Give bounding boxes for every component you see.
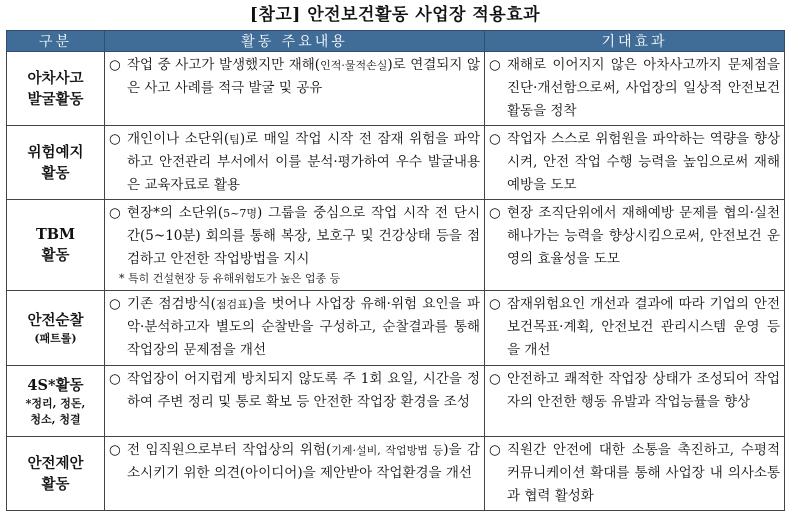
effect-text: 재해로 이어지지 않은 아차사고까지 문제점을 진단·개선함으로써, 사업장의 일상적 안전보건활동을 정착: [507, 57, 780, 119]
activity-text-main: 개인이나 소단위(: [127, 131, 230, 147]
header-activity: 활동 주요내용: [105, 31, 485, 52]
activity-text: [127, 128, 480, 197]
activity-text-main: 현장*의 소단위(: [127, 205, 224, 221]
activity-text-rest: )로 연결되지 않은 사고 사례를 적극 발굴 및 공유: [127, 57, 480, 96]
row-effect: [485, 126, 785, 200]
table-row: [7, 437, 785, 511]
activity-text: [127, 202, 480, 271]
category-label: 안전제안 활동: [27, 454, 84, 493]
header-category: 구분: [7, 31, 105, 52]
activity-text-small: 팀: [229, 133, 240, 146]
effect-text: 잠재위험요인 개선과 결과에 따라 기업의 안전보건목표·계획, 안전보건 관리시스템 운영 등을 개선: [507, 296, 780, 358]
activity-text-rest: )을 감소시키기 위한 의견(아이디어)을 제안받아 작업환경을 개선: [127, 442, 481, 481]
category-label: 4S*활동: [27, 376, 84, 394]
circle-bullet-icon: ○: [489, 296, 501, 312]
circle-bullet-icon: ○: [489, 205, 501, 221]
circle-bullet-icon: ○: [109, 57, 121, 73]
row-effect: [485, 291, 785, 366]
table-row: [7, 366, 785, 437]
circle-bullet-icon: ○: [109, 442, 121, 458]
row-category: [7, 200, 105, 291]
circle-bullet-icon: ○: [489, 131, 501, 147]
circle-bullet-icon: ○: [489, 442, 501, 458]
row-activity: [105, 126, 485, 200]
row-category: [7, 437, 105, 511]
table-row: [7, 291, 785, 366]
category-label: 아차사고 발굴활동: [27, 69, 84, 108]
activity-text: [127, 54, 480, 100]
circle-bullet-icon: ○: [489, 57, 501, 73]
activity-text-small: 점검표: [215, 298, 248, 311]
activity-text-small: 기계·설비, 작업방법 등: [331, 444, 444, 457]
circle-bullet-icon: ○: [109, 131, 121, 147]
activity-text-rest: )을 벗어나 사업장 유해·위험 요인을 파악·분석하고자 별도의 순찰반을 구성하고, 순찰결과를 통해 작업장의 문제점을 개선: [127, 296, 480, 358]
circle-bullet-icon: ○: [109, 205, 121, 221]
circle-bullet-icon: ○: [489, 371, 501, 387]
category-label: TBM 활동: [35, 226, 76, 264]
effects-table: [6, 30, 785, 511]
effect-text: 안전하고 쾌적한 작업장 상태가 조성되어 작업자의 안전한 행동 유발과 작업능률을 향상: [507, 371, 780, 410]
activity-text: [127, 368, 480, 414]
activity-text-main: 작업 중 사고가 발생했지만 재해(: [127, 57, 321, 73]
circle-bullet-icon: ○: [109, 371, 121, 387]
header-effect: 기대효과: [485, 31, 785, 52]
category-label: 위험예지 활동: [27, 143, 84, 182]
activity-text-rest: )로 매일 작업 시작 전 잠재 위험을 파악하고 안전관리 부서에서 이를 분석·평가하여 우수 발굴내용은 교육자료로 활용: [127, 131, 480, 193]
row-activity: [105, 52, 485, 126]
row-activity: [105, 437, 485, 511]
table-row: [7, 126, 785, 200]
row-activity: [105, 291, 485, 366]
table-header-row: [7, 31, 785, 52]
activity-text-small: 인적·물적손실: [320, 59, 388, 72]
row-effect: [485, 366, 785, 437]
activity-text: [127, 293, 480, 362]
activity-text-main: 기존 점검방식(: [127, 296, 216, 312]
effect-text: 작업자 스스로 위험원을 파악하는 역량을 향상시켜, 안전 작업 수행 능력을 높임으로써 재해예방을 도모: [507, 131, 780, 193]
activity-footnote: * 특히 건설현장 등 유해위험도가 높은 업종 등: [119, 272, 341, 285]
page-title: [참고] 안전보건활동 사업장 적용효과: [249, 5, 541, 25]
activity-text-main: 전 임직원으로부터 작업상의 위험(: [127, 442, 332, 458]
effect-text: 직원간 안전에 대한 소통을 촉진하고, 수평적 커뮤니케이션 확대를 통해 사업장 내 의사소통과 협력 활성화: [507, 442, 780, 504]
row-effect: [485, 437, 785, 511]
row-category: [7, 126, 105, 200]
effect-text: 현장 조직단위에서 재해예방 문제를 협의·실천해나가는 능력을 향상시킴으로써, 안전보건 운영의 효율성을 도모: [507, 205, 780, 267]
activity-text-rest: ) 그룹을 중심으로 작업 시작 전 단시간(5~10분) 회의를 통해 복장, 보호구 및 건강상태 등을 점검하고 안전한 작업방법을 지시: [127, 205, 481, 267]
row-category: [7, 366, 105, 437]
table-row: [7, 52, 785, 126]
category-label: 안전순찰: [27, 311, 84, 329]
row-category: [7, 291, 105, 366]
category-sublabel: (패트롤): [34, 331, 77, 345]
table-row: [7, 200, 785, 291]
row-activity: [105, 200, 485, 291]
category-sublabel: *정리, 정돈, 청소, 청결: [25, 396, 86, 426]
row-effect: [485, 52, 785, 126]
row-activity: [105, 366, 485, 437]
activity-text-main: 작업장이 어지럽게 방치되지 않도록 주 1회 요일, 시간을 정하여 주변 정리 및 통로 확보 등 안전한 작업장 환경을 조성: [127, 371, 480, 410]
row-category: [7, 52, 105, 126]
activity-text-small: 5~7명: [223, 207, 257, 220]
circle-bullet-icon: ○: [109, 296, 121, 312]
row-effect: [485, 200, 785, 291]
activity-text: [127, 439, 480, 485]
